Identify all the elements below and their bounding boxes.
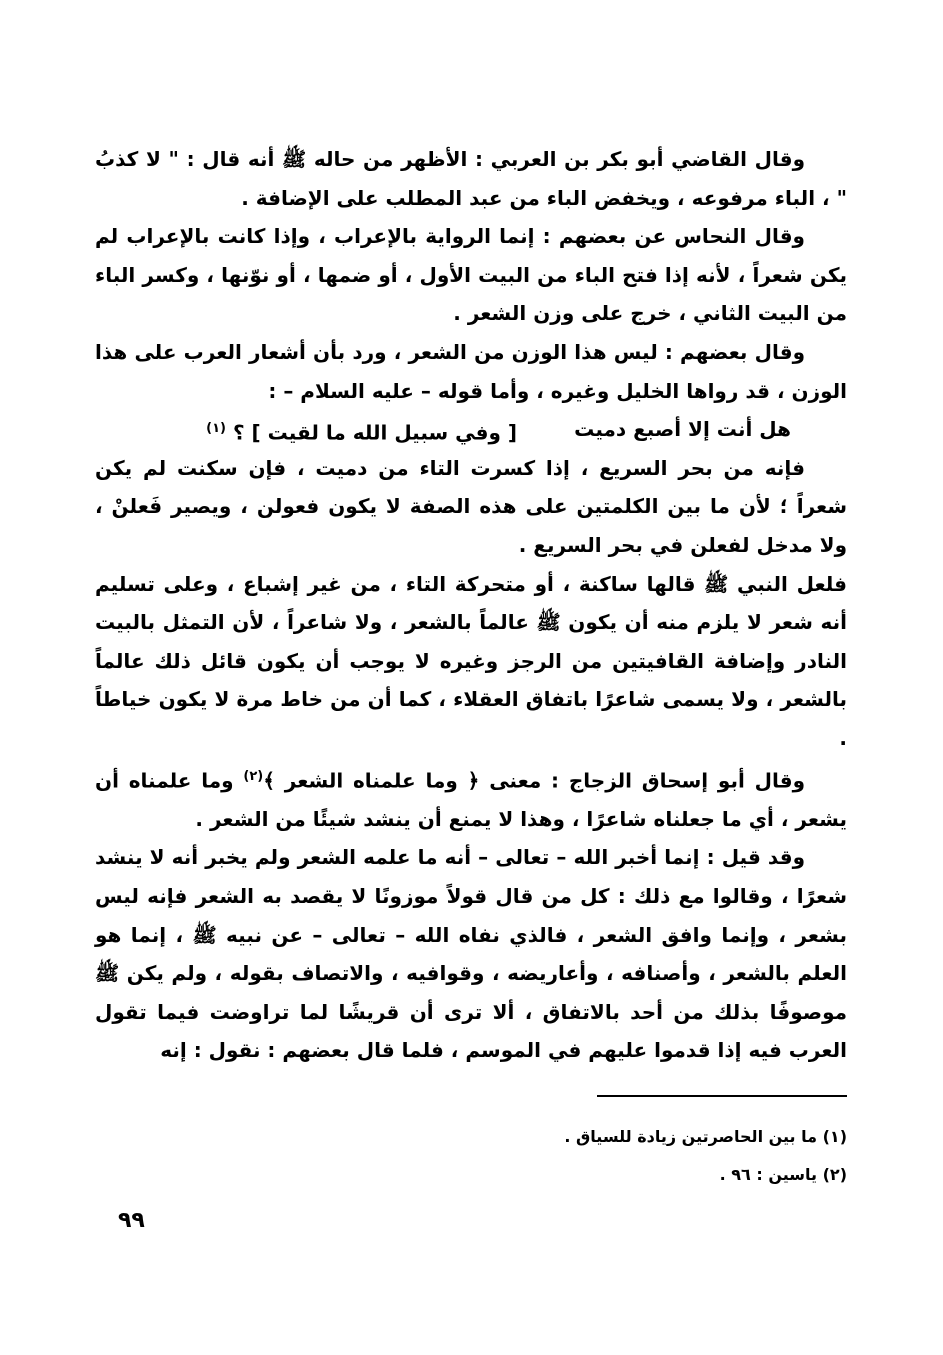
footnote-1: (١) ما بين الحاصرتين زيادة للسياق . [564, 1127, 847, 1146]
verse-second-hemistich-text: [ وفي سبيل الله ما لقيت ] ؟ [232, 420, 517, 445]
footnote-ref-1: (١) [206, 421, 226, 437]
footnote-ref-2: (٢) [243, 768, 264, 784]
quran-quote: ﴿ وما علمناه الشعر ﴾ [263, 768, 480, 793]
verse-second-hemistich [206, 410, 517, 452]
footnote-divider [597, 1095, 847, 1097]
main-text [95, 140, 847, 1070]
footnotes [247, 1118, 847, 1194]
paragraph-2: وقال النحاس عن بعضهم : إنما الرواية بالإعراب ، وإذا كانت بالإعراب لم يكن شعراً ، لأنه إذا فتح الباء من البيت الأول ، أو ضمها ، أو نوّنها ، وكسر الباء من البيت الثاني ، خرج على وزن الشعر . [95, 224, 847, 326]
paragraph-4: فإنه من بحر السريع ، إذا كسرت التاء من دميت ، فإن سكنت لم يكن شعراً ؛ لأن ما بين الكلمتين على هذه الصفة لا يكون فعولن ، ويصير فَعلنْ ، ولا مدخل لفعلن في بحر السريع . [95, 455, 847, 557]
paragraph-6-end: وما علمناه أن يشعر ، أي ما جعلناه شاعرًا ، وهذا لا يمنع أن ينشد شيئًا من الشعر . [95, 768, 847, 831]
paragraph-7: وقد قيل : إنما أخبر الله – تعالى – أنه ما علمه الشعر ولم يخبر أنه لا ينشد شعرًا ، وقالوا مع ذلك : كل من قال قولاً موزونًا لا يقصد به الشعر فإنه ليس بشعر ، وإنما وافق الشعر ، فالذي نفاه الله – تعالى – عن نبيه ﷺ ، إنما هو العلم بالشعر ، وأصنافه ، وأعاريضه ، وقوافيه ، والاتصاف بقوله ، ولم يكن ﷺ موصوفًا بذلك من أحد بالاتفاق ، ألا ترى أن قريشًا لما تراوضت فيما تقول العرب فيه إذا قدموا عليهم في الموسم ، فلما قال بعضهم : نقول : إنه [95, 845, 847, 1063]
poem-verse [95, 410, 847, 449]
paragraph-1: وقال القاضي أبو بكر بن العربي : الأظهر من حاله ﷺ أنه قال : " لا كذبُ " ، الباء مرفوعه ، ويخفض الباء من عبد المطلب على الإضافة . [95, 147, 847, 210]
footnote-2: (٢) ياسين : ٩٦ . [719, 1165, 847, 1184]
paragraph-3: وقال بعضهم : ليس هذا الوزن من الشعر ، ورد بأن أشعار العرب على هذا الوزن ، قد رواها الخليل وغيره ، وأما قوله – عليه السلام – : [95, 339, 847, 403]
paragraph-6-start: وقال أبو إسحاق الزجاج : معنى [489, 768, 806, 793]
page-number: ٩٩ [118, 1208, 145, 1233]
verse-first-hemistich: هل أنت إلا أصبع دميت [574, 417, 791, 442]
paragraph-6 [95, 758, 847, 839]
paragraph-5: فلعل النبي ﷺ قالها ساكنة ، أو متحركة التاء ، من غير إشباع ، وعلى تسليم أنه شعر لا يلزم منه أن يكون ﷺ عالماً بالشعر ، ولا شاعراً ، لأن التمثل بالبيت النادر وإضافة القافيتين من الرجز وغيره لا يوجب أن يكون قائل ذلك عالماً بالشعر ، ولا يسمى شاعرًا باتفاق العقلاء ، كما أن من خاط مرة لا يكون خياطاً . [95, 571, 847, 750]
